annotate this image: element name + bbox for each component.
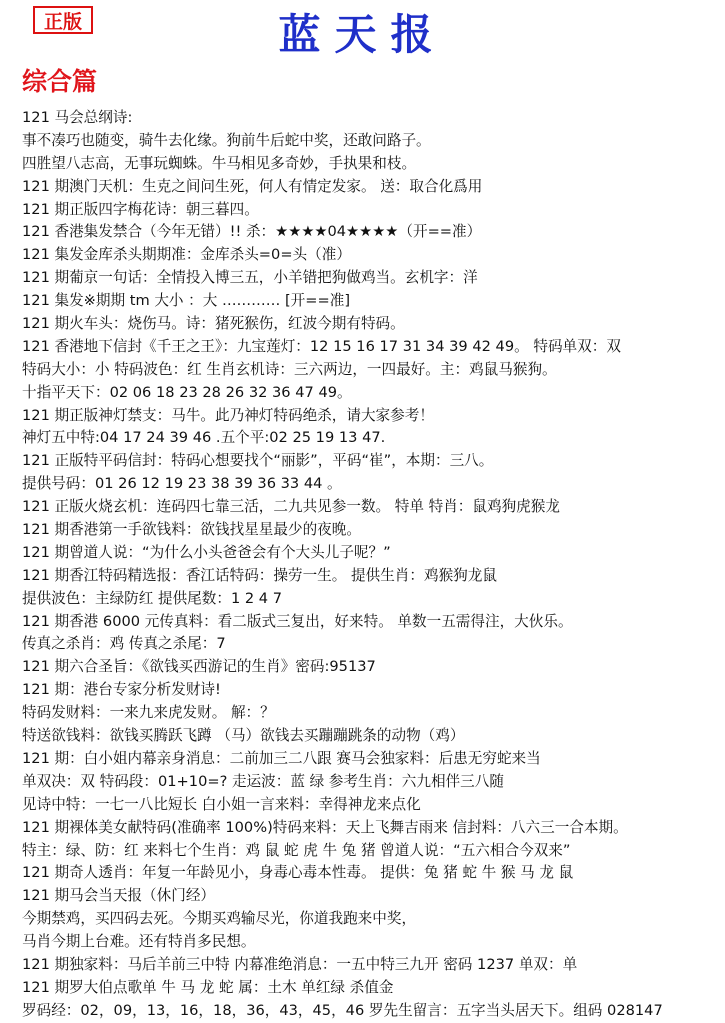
content-line: 121 期裸体美女献特码(准确率 100%)特码来料：天上飞舞吉雨来 信封料：八六三一合本期。 (22, 818, 628, 836)
content-line: 提供波色：主绿防红 提供尾数：1 2 4 7 (22, 589, 283, 607)
content-line: 121 集发金库杀头期期准：金库杀头=0=头（准） (22, 246, 351, 264)
content-line: 121 期香港 6000 元传真料：看二版式三复出，好来特。 单数一五需得注，大伙乐。 (22, 612, 573, 630)
authentic-badge: 正版 (33, 6, 93, 34)
content-line: 事不凑巧也随变，骑牛去化缘。狗前牛后蛇中奖，还敢问路子。 (22, 131, 431, 149)
content-line: 121 期正版四字梅花诗：朝三暮四。 (22, 200, 259, 218)
content-line: 121 期香港第一手欲钱料：欲钱找星星最少的夜晚。 (22, 521, 361, 539)
content-line: 121 香港地下信封《千王之王》：九宝莲灯：12 15 16 17 31 34 39 42 49。 特码单双：双 (22, 337, 621, 355)
content-line: 马肖今期上台难。还有特肖多民想。 (22, 933, 256, 951)
content-line: 121 期独家料：马后羊前三中特 内幕准绝消息：一五中特三九开 密码 1237 单双：单 (22, 955, 578, 973)
content-line: 单双决：双 特码段：01+10=? 走运波：蓝 绿 参考生肖：六九相伴三八随 (22, 772, 504, 790)
content-line: 特码发财料：一来九来虎发财。 解：？ (22, 704, 275, 722)
content-line: 神灯五中特:04 17 24 39 46 .五个平:02 25 19 13 47. (22, 429, 386, 447)
content-line: 提供号码：01 26 12 19 23 38 39 36 33 44 。 (22, 475, 342, 493)
content-line: 特码大小：小 特码波色：红 生肖玄机诗：三六两边，一四最好。主：鸡鼠马猴狗。 (22, 360, 557, 378)
content-line: 见诗中特：一七一八比短长 白小姐一言来料：幸得神龙来点化 (22, 795, 421, 813)
content-line: 121 正版火烧玄机：连码四七靠三活，二九共见参一数。 特单 特肖：鼠鸡狗虎猴龙 (22, 498, 560, 516)
content-line: 121 期澳门天机：生克之间问生死，何人有情定发家。 送：取合化爲用 (22, 177, 483, 195)
content-line: 121 正版特平码信封：特码心想要找个“丽影”，平码“崔”，本期：三八。 (22, 452, 494, 470)
content-line: 121 马会总纲诗: (22, 109, 133, 126)
content-line: 121 期香江特码精选报：香江话特码：操劳一生。 提供生肖：鸡猴狗龙鼠 (22, 566, 497, 584)
content-line: 121 集发※期期 tm 大小 ：大 ………… [开==准] (22, 292, 351, 310)
section-heading: 综合篇 (22, 67, 98, 96)
content-line: 今期禁鸡，买四码去死。今期买鸡输尽光，你道我跑来中奖， (22, 910, 417, 928)
content-line: 121 期葡京一句话：全情投入博三五，小羊错把狗做鸡当。玄机字：洋 (22, 269, 478, 287)
content-line: 特送欲钱料：欲钱买腾跃飞蹲 （马）欲钱去买蹦蹦跳条的动物（鸡） (22, 727, 465, 745)
content-line: 121 期马会当天报（休门经） (22, 887, 216, 905)
content-line: 121 香港集发禁合（今年无错）!! 杀：★★★★04★★★★（开==准） (22, 223, 482, 241)
content-line: 传真之杀肖：鸡 传真之杀尾：7 (22, 635, 226, 653)
content-line: 121 期火车头：烧伤马。诗：猪死猴伤，红波今期有特码。 (22, 315, 405, 333)
content-line: 121 期奇人透肖：年复一年龄见小，身毒心毒本性毒。 提供：兔 猪 蛇 牛 猴 马 龙 鼠 (22, 864, 574, 882)
content-line: 四胜望八志高，无事玩蜘蛛。牛马相见多奇妙，手执果和枝。 (22, 154, 417, 172)
content-line: 特主：绿、防：红 来料七个生肖：鸡 鼠 蛇 虎 牛 兔 猪 曾道人说：“五六相合今双来” (22, 841, 571, 859)
content-line: 121 期：白小姐内幕亲身消息：二前加三二八跟 赛马会独家料：后患无穷蛇来当 (22, 749, 541, 767)
content-line: 121 期正版神灯禁支：马牛。此乃神灯特码绝杀，请大家参考！ (22, 406, 434, 424)
content-line: 121 期六合圣旨：《欲钱买西游记的生肖》密码:95137 (22, 658, 376, 676)
content-line: 121 期曾道人说：“为什么小头爸爸会有个大头儿子呢？” (22, 543, 391, 561)
content-lines (22, 107, 718, 1023)
content-line: 121 期罗大伯点歌单 牛 马 龙 蛇 属：土木 单红绿 杀值金 (22, 978, 394, 996)
page-title: 蓝天报 (278, 10, 447, 59)
content-line: 121 期：港台专家分析发财诗! (22, 681, 221, 699)
content-line: 罗码经：02，09，13，16，18，36，43，45，46 罗先生留言：五字当头居天下。组码 028147 (22, 1001, 663, 1019)
content-line: 十指平天下：02 06 18 23 28 26 32 36 47 49。 (22, 383, 352, 401)
